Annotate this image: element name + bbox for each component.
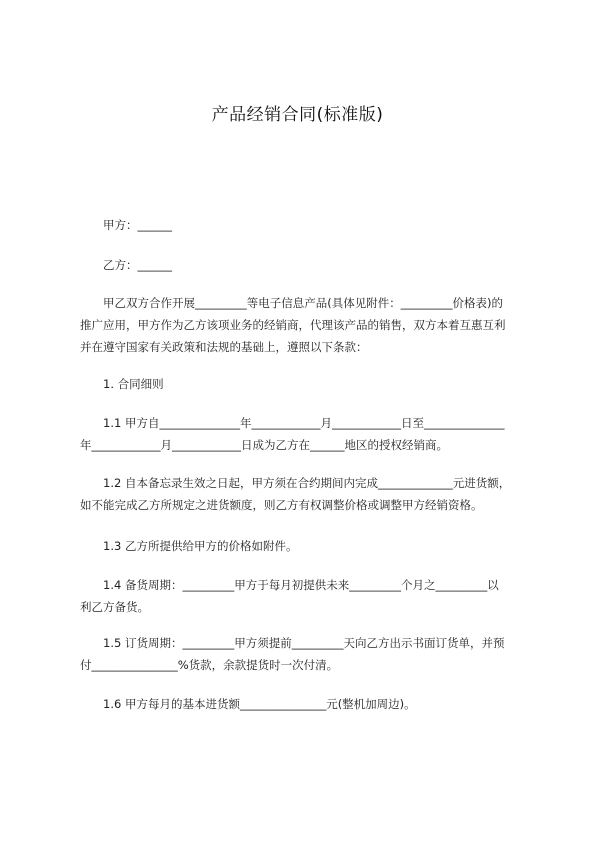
clause-1-1 — [80, 412, 524, 456]
clause-line: 1.4 备货周期：_________甲方于每月初提供未来_________个月之_________以 — [103, 578, 499, 592]
clause-line: 1.5 订货周期：_________甲方须提前_________天向乙方出示书面订货单，并预 — [103, 636, 505, 650]
intro-paragraph — [80, 292, 524, 358]
clause-1-3 — [80, 535, 524, 557]
party-b-text: 乙方：______ — [103, 258, 172, 272]
intro-line: 并在遵守国家有关政策和法规的基础上，遵照以下条款： — [80, 340, 368, 354]
section-heading — [80, 373, 524, 395]
clause-line: 1.6 甲方每月的基本进货额_______________元(整机加周边)。 — [103, 697, 416, 711]
intro-line: 推广应用，甲方作为乙方该项业务的经销商，代理该产品的销售，双方本着互惠互利 — [80, 318, 506, 332]
clause-line: 如不能完成乙方所规定之进货额度，则乙方有权调整价格或调整甲方经销资格。 — [80, 498, 483, 512]
clause-line: 1.2 自本备忘录生效之日起，甲方须在合约期间内完成_____________元进货额， — [103, 476, 511, 490]
document-title: 产品经销合同(标准版) — [211, 105, 384, 125]
party-a-line — [80, 214, 524, 236]
section-1-heading: 1. 合同细则 — [103, 377, 164, 391]
party-a-text: 甲方：______ — [103, 218, 172, 232]
intro-line: 甲乙双方合作开展_________等电子信息产品(具体见附件：_________价格表)的 — [103, 296, 503, 310]
clause-1-2 — [80, 472, 524, 516]
clause-1-5 — [80, 632, 524, 676]
clause-line: 利乙方备货。 — [80, 600, 149, 614]
clause-1-4 — [80, 574, 524, 618]
clause-line: 1.1 甲方自______________年____________月____________日至______________ — [103, 416, 505, 430]
clause-1-6 — [80, 693, 524, 715]
clause-line: 年____________月____________日成为乙方在______地区的授权经销商。 — [80, 438, 448, 452]
clause-line: 付_______________%货款，余款提货时一次付清。 — [80, 658, 339, 672]
clause-line: 1.3 乙方所提供给甲方的价格如附件。 — [103, 539, 298, 553]
party-b-line — [80, 254, 524, 276]
